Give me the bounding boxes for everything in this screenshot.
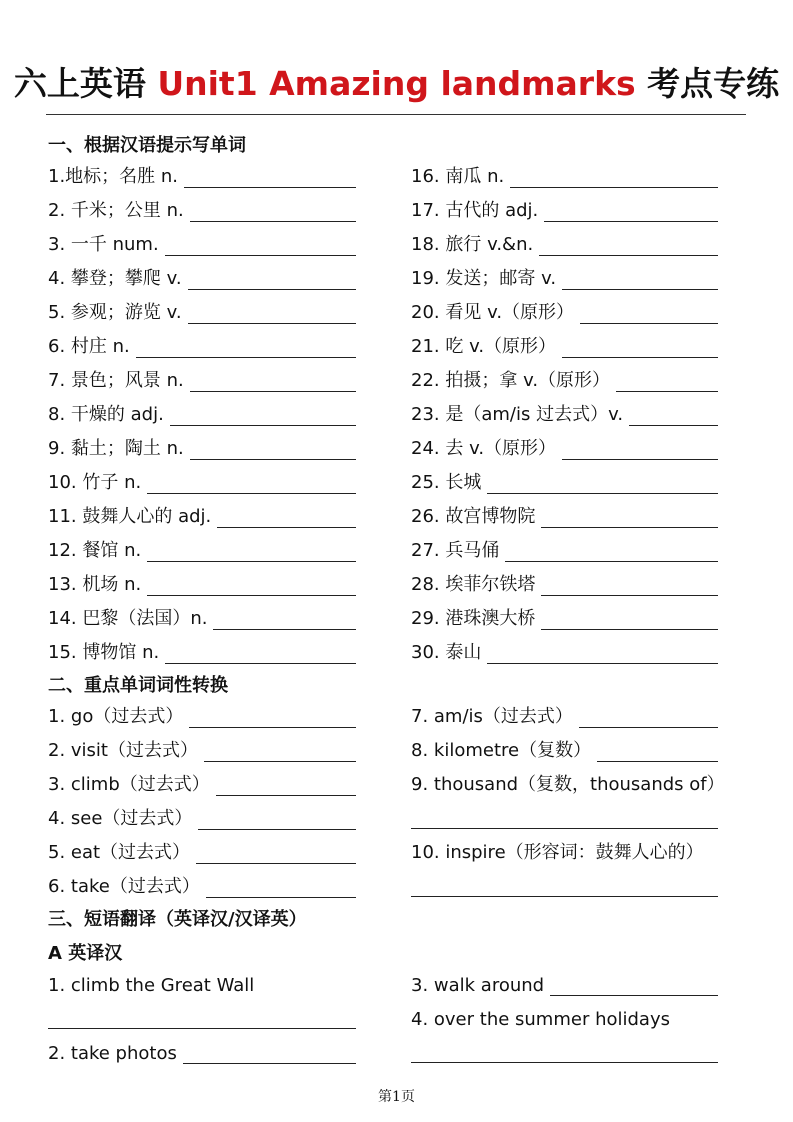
answer-blank[interactable] — [541, 610, 718, 630]
answer-blank[interactable] — [216, 776, 356, 796]
s2-item-9: 9. thousand（复数，thousands of） — [411, 774, 725, 795]
s2-item-7: 7. am/is（过去式） — [411, 704, 718, 728]
s3-item-1: 1. climb the Great Wall — [48, 975, 255, 996]
s1-item-23: 23. 是（am/is 过去式）v. — [411, 402, 718, 426]
answer-blank[interactable] — [562, 270, 718, 290]
section3-heading: 三、短语翻译（英译汉/汉译英） — [48, 909, 307, 930]
s1-item-19: 19. 发送；邮寄 v. — [411, 266, 718, 290]
answer-blank[interactable] — [136, 338, 356, 358]
s1-item-15: 15. 博物馆 n. — [48, 640, 356, 664]
answer-blank[interactable] — [190, 372, 356, 392]
answer-blank[interactable] — [541, 576, 718, 596]
answer-blank[interactable] — [510, 168, 718, 188]
answer-blank[interactable] — [189, 708, 356, 728]
s1-item-1: 1.地标；名胜 n. — [48, 164, 356, 188]
answer-blank[interactable] — [147, 576, 356, 596]
answer-blank[interactable] — [597, 742, 718, 762]
title-suffix: 考点专练 — [647, 64, 780, 103]
answer-blank[interactable] — [213, 610, 356, 630]
s1-item-11: 11. 鼓舞人心的 adj. — [48, 504, 356, 528]
s1-item-28: 28. 埃菲尔铁塔 — [411, 572, 718, 596]
answer-blank[interactable] — [147, 474, 356, 494]
s1-item-8: 8. 干燥的 adj. — [48, 402, 356, 426]
answer-blank[interactable] — [190, 202, 356, 222]
s1-item-29: 29. 港珠澳大桥 — [411, 606, 718, 630]
s1-item-13: 13. 机场 n. — [48, 572, 356, 596]
answer-line[interactable] — [411, 828, 718, 829]
s1-item-3: 3. 一千 num. — [48, 232, 356, 256]
s2-item-3: 3. climb（过去式） — [48, 772, 356, 796]
answer-line[interactable] — [411, 1062, 718, 1063]
s1-item-20: 20. 看见 v.（原形） — [411, 300, 718, 324]
answer-blank[interactable] — [544, 202, 718, 222]
page-title — [0, 58, 793, 105]
s2-item-10: 10. inspire（形容词：鼓舞人心的） — [411, 842, 704, 863]
s2-item-6: 6. take（过去式） — [48, 874, 356, 898]
answer-blank[interactable] — [562, 440, 718, 460]
answer-blank[interactable] — [562, 338, 718, 358]
section1-heading: 一、根据汉语提示写单词 — [48, 135, 246, 156]
s1-item-25: 25. 长城 — [411, 470, 718, 494]
s1-item-9: 9. 黏土；陶土 n. — [48, 436, 356, 460]
answer-blank[interactable] — [188, 270, 356, 290]
answer-blank[interactable] — [204, 742, 356, 762]
answer-blank[interactable] — [487, 474, 718, 494]
s1-item-27: 27. 兵马俑 — [411, 538, 718, 562]
answer-blank[interactable] — [629, 406, 718, 426]
s2-item-2: 2. visit（过去式） — [48, 738, 356, 762]
s1-item-18: 18. 旅行 v.&n. — [411, 232, 718, 256]
s1-item-12: 12. 餐馆 n. — [48, 538, 356, 562]
s3-item-2: 2. take photos — [48, 1040, 356, 1064]
s2-item-8: 8. kilometre（复数） — [411, 738, 718, 762]
answer-blank[interactable] — [188, 304, 356, 324]
answer-blank[interactable] — [165, 644, 356, 664]
s1-item-6: 6. 村庄 n. — [48, 334, 356, 358]
s1-item-4: 4. 攀登；攀爬 v. — [48, 266, 356, 290]
s2-item-5: 5. eat（过去式） — [48, 840, 356, 864]
s2-item-4: 4. see（过去式） — [48, 806, 356, 830]
s3-item-4: 4. over the summer holidays — [411, 1009, 670, 1030]
s1-item-17: 17. 古代的 adj. — [411, 198, 718, 222]
answer-line[interactable] — [411, 896, 718, 897]
s1-item-5: 5. 参观；游览 v. — [48, 300, 356, 324]
answer-blank[interactable] — [196, 844, 356, 864]
answer-blank[interactable] — [541, 508, 718, 528]
answer-blank[interactable] — [206, 878, 356, 898]
s2-item-1: 1. go（过去式） — [48, 704, 356, 728]
page-number: 第1页 — [378, 1089, 415, 1105]
answer-blank[interactable] — [487, 644, 718, 664]
answer-blank[interactable] — [190, 440, 356, 460]
answer-blank[interactable] — [183, 1044, 356, 1064]
s1-item-14: 14. 巴黎（法国）n. — [48, 606, 356, 630]
section3-subheading: A 英译汉 — [48, 943, 123, 964]
answer-blank[interactable] — [550, 976, 718, 996]
s1-item-30: 30. 泰山 — [411, 640, 718, 664]
answer-blank[interactable] — [616, 372, 718, 392]
title-highlight: Unit1 Amazing landmarks — [157, 64, 636, 103]
s1-item-10: 10. 竹子 n. — [48, 470, 356, 494]
title-prefix: 六上英语 — [13, 64, 146, 103]
title-divider — [46, 114, 746, 115]
answer-blank[interactable] — [580, 304, 718, 324]
answer-blank[interactable] — [539, 236, 718, 256]
answer-blank[interactable] — [170, 406, 356, 426]
s1-item-26: 26. 故宫博物院 — [411, 504, 718, 528]
answer-blank[interactable] — [217, 508, 356, 528]
s1-item-22: 22. 拍摄；拿 v.（原形） — [411, 368, 718, 392]
s1-item-7: 7. 景色；风景 n. — [48, 368, 356, 392]
answer-blank[interactable] — [198, 810, 356, 830]
section2-heading: 二、重点单词词性转换 — [48, 675, 228, 696]
answer-blank[interactable] — [165, 236, 356, 256]
answer-blank[interactable] — [184, 168, 356, 188]
answer-blank[interactable] — [505, 542, 718, 562]
s1-item-21: 21. 吃 v.（原形） — [411, 334, 718, 358]
answer-blank[interactable] — [147, 542, 356, 562]
answer-blank[interactable] — [579, 708, 718, 728]
s1-item-2: 2. 千米；公里 n. — [48, 198, 356, 222]
answer-line[interactable] — [48, 1028, 356, 1029]
s1-item-24: 24. 去 v.（原形） — [411, 436, 718, 460]
s1-item-16: 16. 南瓜 n. — [411, 164, 718, 188]
s3-item-3: 3. walk around — [411, 972, 718, 996]
